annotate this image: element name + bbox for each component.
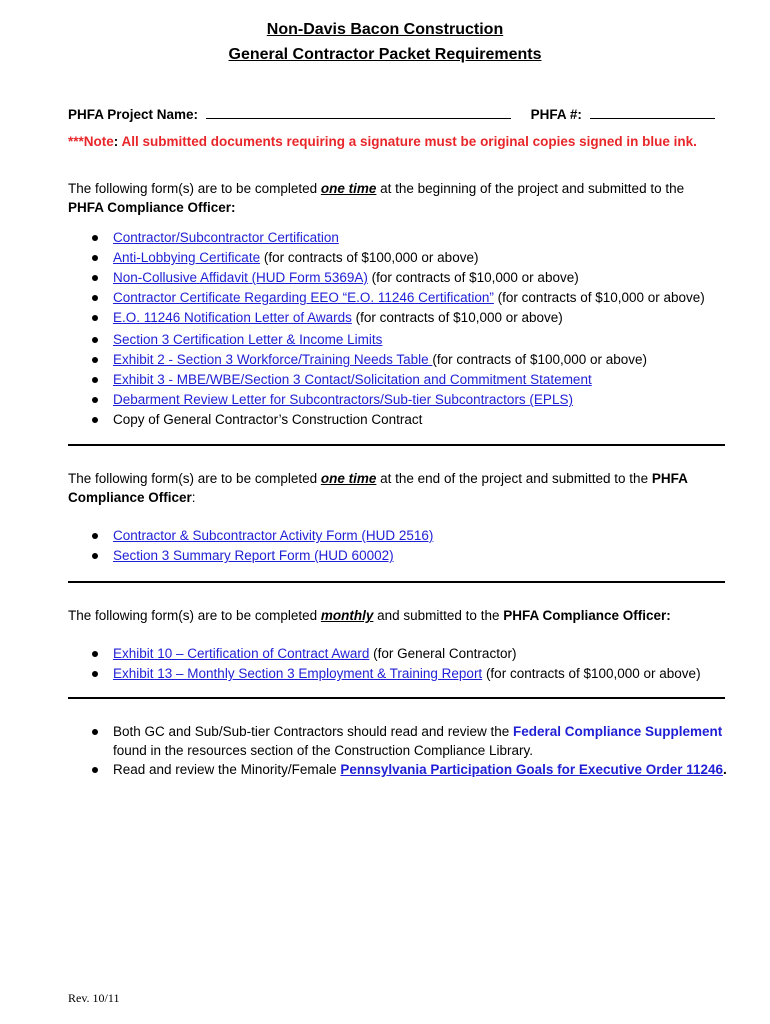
list-item: [68, 410, 705, 430]
section3-intro-text-after: and submitted to the: [373, 608, 504, 623]
list-item: [68, 370, 705, 390]
list-item-text: Both GC and Sub/Sub-tier Contractors should read and review the: [113, 724, 513, 739]
list-item: [68, 308, 705, 328]
form-link[interactable]: Debarment Review Letter for Subcontractors/Sub-tier Subcontractors (EPLS): [113, 392, 573, 407]
list-item-text: found in the resources section of the Construction Compliance Library.: [113, 743, 533, 758]
list-item: [68, 330, 705, 350]
section1-intro-text: The following form(s) are to be completed: [68, 181, 321, 196]
form-link[interactable]: Contractor/Subcontractor Certification: [113, 230, 339, 245]
list-item-text: .: [723, 762, 727, 777]
section3-intro: [68, 606, 728, 625]
note-text: All submitted documents requiring a signature must be original copies signed in blue ink.: [121, 134, 697, 149]
section-divider: [68, 697, 725, 699]
section-divider: [68, 444, 725, 446]
list-item-text: (for General Contractor): [369, 646, 517, 661]
project-fields-row: [68, 104, 715, 122]
section3-intro-officer: PHFA Compliance Officer:: [503, 608, 671, 623]
list-item: [68, 760, 728, 779]
project-name-label: PHFA Project Name:: [68, 107, 199, 122]
section4-review-list: [68, 722, 728, 779]
form-link[interactable]: Contractor & Subcontractor Activity Form (HUD 2516): [113, 528, 434, 543]
list-item-text: (for contracts of $100,000 or above): [260, 250, 479, 265]
list-item-text: (for contracts of $10,000 or above): [351, 310, 563, 325]
phfa-number-field[interactable]: [590, 104, 715, 119]
revision-label: Rev. 10/11: [68, 991, 120, 1005]
note-colon: :: [113, 134, 122, 149]
section2-intro: [68, 469, 728, 507]
list-item-text: Read and review the Minority/Female: [113, 762, 341, 777]
form-link[interactable]: Exhibit 3 - MBE/WBE/Section 3 Contact/Solicitation and Commitment Statement: [113, 372, 592, 387]
section-divider: [68, 581, 725, 583]
phfa-number-label: PHFA #:: [530, 107, 582, 122]
section1-form-list: [68, 228, 705, 430]
list-item: [68, 350, 705, 370]
list-item: [68, 248, 705, 268]
form-link[interactable]: Contractor Certificate Regarding EEO “E.O. 11246 Certification”: [113, 290, 494, 305]
list-item: [68, 268, 705, 288]
list-item: [68, 288, 705, 308]
form-link[interactable]: Section 3 Certification Letter & Income Limits: [113, 332, 383, 347]
section2-intro-end: :: [191, 490, 196, 505]
form-link[interactable]: Non-Collusive Affidavit (HUD Form 5369A): [113, 270, 368, 285]
section2-intro-emphasis: one time: [320, 471, 377, 486]
page-title-line1: Non-Davis Bacon Construction: [266, 21, 504, 38]
list-item: [68, 644, 701, 664]
section2-intro-officer: PHFA Compliance Officer: [68, 471, 688, 505]
section3-intro-text: The following form(s) are to be completed: [68, 608, 321, 623]
section3-intro-emphasis: monthly: [320, 608, 374, 623]
note-prefix: ***Note: [68, 134, 114, 149]
list-item: [68, 228, 705, 248]
list-item-text: (for contracts of $10,000 or above): [367, 270, 579, 285]
list-item-text: (for contracts of $10,000 or above): [493, 290, 705, 305]
project-name-field[interactable]: [206, 104, 511, 119]
list-item: [68, 546, 433, 566]
list-item: [68, 664, 701, 684]
participation-goals-link[interactable]: Pennsylvania Participation Goals for Executive Order 11246: [340, 762, 724, 777]
section2-intro-text: The following form(s) are to be completed: [68, 471, 321, 486]
form-link[interactable]: Anti-Lobbying Certificate: [113, 250, 261, 265]
form-link[interactable]: E.O. 11246 Notification Letter of Awards: [113, 310, 352, 325]
section1-intro-emphasis: one time: [320, 181, 377, 196]
section1-intro: [68, 179, 728, 217]
list-item: [68, 390, 705, 410]
form-link[interactable]: Section 3 Summary Report Form (HUD 60002): [113, 548, 394, 563]
federal-compliance-supplement-link[interactable]: Federal Compliance Supplement: [512, 724, 723, 739]
list-item-text: Copy of General Contractor’s Construction Contract: [113, 412, 423, 427]
list-item: [68, 526, 433, 546]
list-item-text: (for contracts of $100,000 or above): [482, 666, 701, 681]
form-link[interactable]: Exhibit 2 - Section 3 Workforce/Training Needs Table: [113, 352, 433, 367]
page-title-line2: General Contractor Packet Requirements: [228, 46, 542, 63]
form-link[interactable]: Exhibit 10 – Certification of Contract Award: [113, 646, 370, 661]
list-item-text: (for contracts of $100,000 or above): [432, 352, 648, 367]
section2-intro-text-after: at the end of the project and submitted to the: [376, 471, 652, 486]
form-link[interactable]: Exhibit 13 – Monthly Section 3 Employment & Training Report: [113, 666, 483, 681]
list-item: [68, 722, 728, 760]
section1-intro-text-after: at the beginning of the project and submitted to the: [376, 181, 685, 196]
section2-form-list: [68, 526, 433, 566]
section3-form-list: [68, 644, 701, 684]
signature-note: [68, 134, 697, 149]
section1-intro-officer: PHFA Compliance Officer:: [68, 200, 236, 215]
